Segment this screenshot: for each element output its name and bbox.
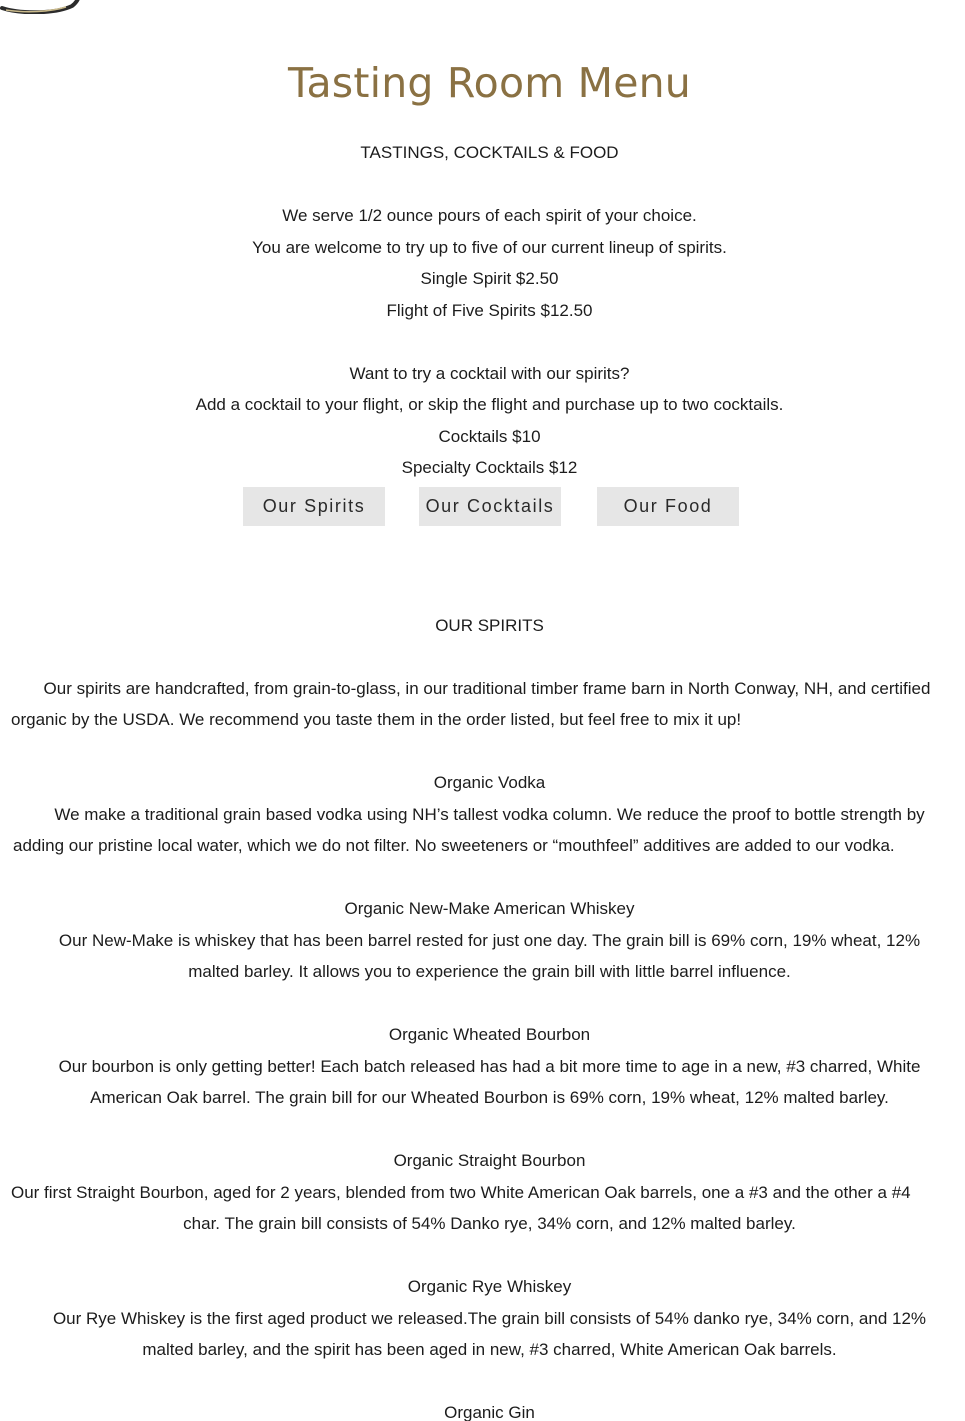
page-subtitle: TASTINGS, COCKTAILS & FOOD: [360, 143, 619, 162]
page-title: Tasting Room Menu: [287, 59, 691, 107]
spirit-desc-rye-whiskey-2: malted barley, and the spirit has been aged in new, #3 charred, White American Oak barrels.: [142, 1340, 837, 1359]
spirit-desc-wheated-bourbon-1: Our bourbon is only getting better! Each batch released has had a bit more time to age in a new, #3 charred, White: [58, 1057, 921, 1076]
spirit-desc-rye-whiskey-1: Our Rye Whiskey is the first aged product we released.The grain bill consists of 54% danko rye, 34% corn, and 12%: [52, 1309, 927, 1328]
spirit-name-gin: Organic Gin: [444, 1403, 535, 1421]
spirit-desc-wheated-bourbon-2: American Oak barrel. The grain bill for our Wheated Bourbon is 69% corn, 19% wheat, 12% malted barley.: [90, 1088, 889, 1107]
tasting-line-pours: We serve 1/2 ounce pours of each spirit of your choice.: [282, 206, 697, 225]
our-food-button[interactable]: Our Food: [597, 487, 739, 526]
spirit-desc-vodka-2: adding our pristine local water, which we do not filter. No sweeteners or “mouthfeel” additives are added to our vodka.: [13, 836, 895, 855]
spirit-name-new-make: Organic New-Make American Whiskey: [344, 899, 635, 918]
spirits-section-heading: OUR SPIRITS: [435, 616, 544, 635]
spirit-desc-straight-bourbon-1: Our first Straight Bourbon, aged for 2 years, blended from two White American Oak barrels, one a #3 and the other a #4: [11, 1183, 911, 1202]
cocktail-line-question: Want to try a cocktail with our spirits?: [349, 364, 630, 383]
logo-fragment-icon: [0, 0, 80, 14]
spirits-intro-line-1: Our spirits are handcrafted, from grain-to-glass, in our traditional timber frame barn in North Conway, NH, and certified: [43, 679, 931, 698]
spirit-desc-new-make-1: Our New-Make is whiskey that has been barrel rested for just one day. The grain bill is 69% corn, 19% wheat, 12%: [58, 931, 921, 950]
our-cocktails-button[interactable]: Our Cocktails: [419, 487, 561, 526]
tasting-line-lineup: You are welcome to try up to five of our current lineup of spirits.: [252, 238, 727, 257]
cocktail-line-offer: Add a cocktail to your flight, or skip the flight and purchase up to two cocktails.: [195, 395, 784, 414]
spirit-name-rye-whiskey: Organic Rye Whiskey: [407, 1277, 572, 1296]
spirit-desc-straight-bourbon-2: char. The grain bill consists of 54% Danko rye, 34% corn, and 12% malted barley.: [183, 1214, 796, 1233]
cocktail-price-specialty: Specialty Cocktails $12: [401, 458, 578, 477]
spirit-name-vodka: Organic Vodka: [433, 773, 546, 792]
tasting-price-single: Single Spirit $2.50: [420, 269, 559, 288]
spirit-desc-new-make-2: malted barley. It allows you to experience the grain bill with little barrel influence.: [188, 962, 791, 981]
tasting-price-flight: Flight of Five Spirits $12.50: [386, 301, 593, 320]
spirits-intro-line-2: organic by the USDA. We recommend you taste them in the order listed, but feel free to mix it up!: [11, 710, 742, 729]
our-spirits-button[interactable]: Our Spirits: [243, 487, 385, 526]
spirit-name-straight-bourbon: Organic Straight Bourbon: [393, 1151, 586, 1170]
spirit-name-wheated-bourbon: Organic Wheated Bourbon: [388, 1025, 591, 1044]
spirit-desc-vodka-1: We make a traditional grain based vodka using NH’s tallest vodka column. We reduce the proof to bottle strength by: [54, 805, 925, 824]
cocktail-price-regular: Cocktails $10: [438, 427, 541, 446]
